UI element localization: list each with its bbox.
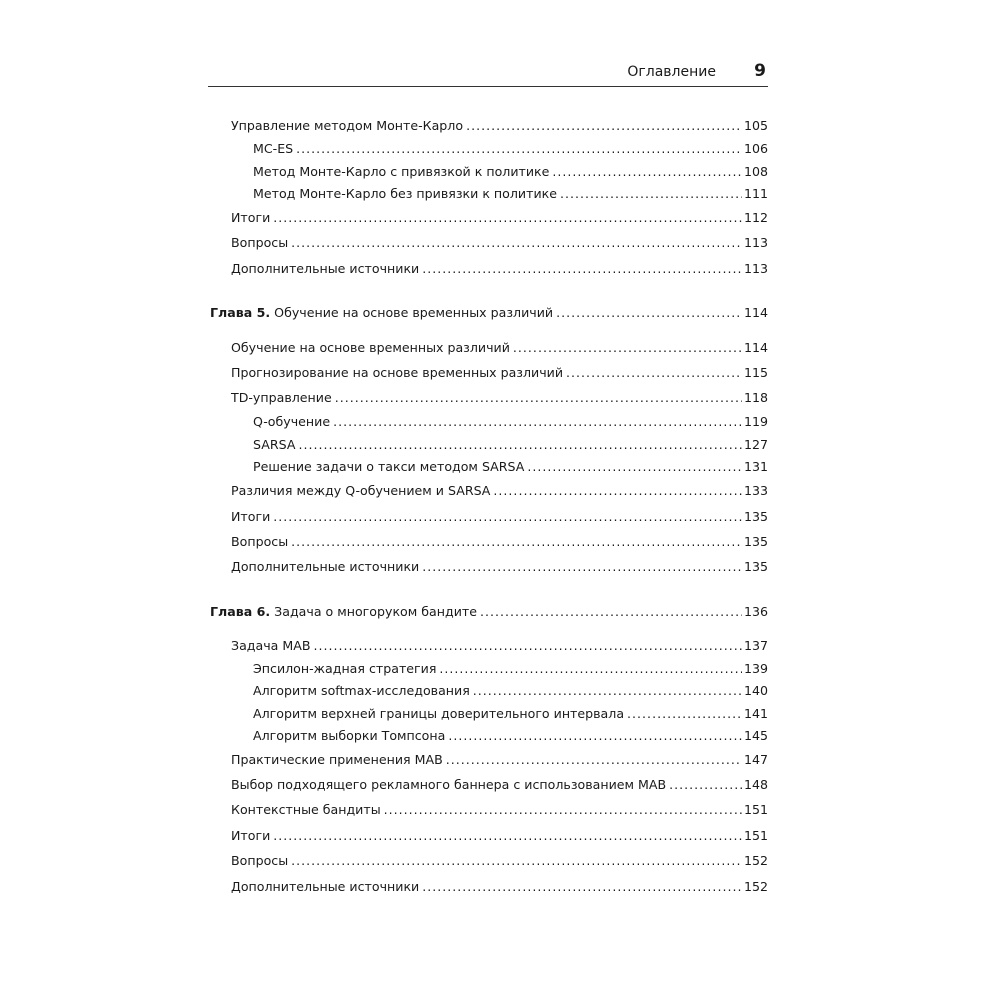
toc-page-number: 151 [743,802,768,817]
toc-entry [231,802,768,817]
toc-entry-title: Метод Монте-Карло без привязки к политике [253,186,557,201]
dot-leader [448,728,742,743]
toc-page-number: 139 [743,661,768,676]
toc-entry [231,483,768,498]
toc-entry-title: Вопросы [231,853,289,868]
dot-leader [446,752,742,767]
dot-leader [333,414,742,429]
toc-entry [231,777,768,792]
toc-page-number: 119 [743,414,768,429]
toc-entry-title: Вопросы [231,235,289,250]
toc-entry-title: Метод Монте-Карло с привязкой к политике [253,164,550,179]
toc-entry [231,853,768,868]
toc-entry [253,141,768,156]
dot-leader [560,186,742,201]
toc-entry [253,459,768,474]
dot-leader [273,210,742,225]
toc-entry-title: SARSA [253,437,296,452]
toc-entry [253,706,768,721]
toc-entry-title: Обучение на основе временных различий [231,340,510,355]
dot-leader [422,261,742,276]
toc-entry-title: Выбор подходящего рекламного баннера с использованием MAB [231,777,667,792]
dot-leader [473,683,742,698]
toc-chapter-entry [210,604,768,619]
dot-leader [627,706,742,721]
toc-page-number: 135 [743,534,768,549]
toc-page-number: 148 [743,777,768,792]
toc-entry-title: Различия между Q-обучением и SARSA [231,483,491,498]
dot-leader [466,118,742,133]
dot-leader [493,483,742,498]
toc-entry [231,534,768,549]
toc-page-number: 105 [743,118,768,133]
toc-entry [231,340,768,355]
toc-entry [231,210,768,225]
toc-page-number: 133 [743,483,768,498]
dot-leader [513,340,742,355]
toc-entry-title: Итоги [231,509,271,524]
toc-page-number: 140 [743,683,768,698]
dot-leader [422,559,742,574]
toc-entry [231,559,768,574]
toc-entry-title: Алгоритм softmax-исследования [253,683,470,698]
toc-entry [253,186,768,201]
toc-entry-title: Контекстные бандиты [231,802,381,817]
dot-leader [384,802,742,817]
toc-page-number: 147 [743,752,768,767]
toc-page-number: 118 [743,390,768,405]
toc-page-number: 112 [743,210,768,225]
toc-page-number: 113 [743,235,768,250]
toc-entry [231,638,768,653]
dot-leader [273,828,742,843]
chapter-label: Глава 5. [210,305,271,320]
dot-leader [298,437,742,452]
toc-page-number: 135 [743,509,768,524]
dot-leader [552,164,742,179]
dot-leader [566,365,742,380]
dot-leader [314,638,742,653]
toc-entry [253,164,768,179]
toc-page-number: 114 [743,340,768,355]
toc-page-number: 136 [743,604,768,619]
toc-page-number: 127 [743,437,768,452]
chapter-label: Глава 6. [210,604,271,619]
toc-entry-title: Алгоритм выборки Томпсона [253,728,446,743]
toc-entry [253,728,768,743]
toc-entry [231,235,768,250]
dot-leader [296,141,742,156]
toc-entry [231,752,768,767]
toc-entry-title: Глава 5. Обучение на основе временных различий [210,305,554,320]
toc-page-number: 145 [743,728,768,743]
toc-page-number: 111 [743,186,768,201]
dot-leader [422,879,742,894]
header-title: Оглавление [627,64,716,80]
toc-entry [231,879,768,894]
toc-page-number: 115 [743,365,768,380]
toc-entry [253,661,768,676]
toc-entry [231,118,768,133]
toc-entry-title: Практические применения MAB [231,752,443,767]
toc-entry-title: Алгоритм верхней границы доверительного интервала [253,706,625,721]
toc-entry [231,828,768,843]
header-page-number: 9 [754,61,766,81]
toc-page-number: 131 [743,459,768,474]
toc-entry-title: Вопросы [231,534,289,549]
toc-entry [231,390,768,405]
dot-leader [669,777,742,792]
toc-entry-title: Глава 6. Задача о многоруком бандите [210,604,477,619]
toc-entry-title: Решение задачи о такси методом SARSA [253,459,525,474]
toc-page-number: 152 [743,853,768,868]
toc-page-number: 113 [743,261,768,276]
toc-entry-title: Прогнозирование на основе временных различий [231,365,564,380]
toc-entry-title: TD-управление [231,390,332,405]
toc-entry-title: Управление методом Монте-Карло [231,118,464,133]
dot-leader [291,534,742,549]
toc-entry [231,261,768,276]
toc-page-number: 135 [743,559,768,574]
toc-page-number: 137 [743,638,768,653]
toc-entry-title: Эпсилон-жадная стратегия [253,661,437,676]
toc-page-number: 141 [743,706,768,721]
dot-leader [556,305,742,320]
toc-page-number: 114 [743,305,768,320]
toc-entry-title: Q-обучение [253,414,331,429]
toc-page-number: 151 [743,828,768,843]
toc-entry-title: Дополнительные источники [231,559,420,574]
toc-chapter-entry [210,305,768,320]
dot-leader [273,509,742,524]
toc-entry-title: Дополнительные источники [231,879,420,894]
toc-entry-title: Дополнительные источники [231,261,420,276]
dot-leader [291,853,742,868]
toc-page-number: 106 [743,141,768,156]
dot-leader [335,390,742,405]
toc-entry [253,683,768,698]
toc-entry [253,414,768,429]
dot-leader [439,661,742,676]
dot-leader [527,459,742,474]
toc-entry [231,365,768,380]
toc-entry-title: MC-ES [253,141,294,156]
toc-page-number: 108 [743,164,768,179]
toc-entry [253,437,768,452]
toc-entry-title: Итоги [231,210,271,225]
dot-leader [480,604,742,619]
toc-entry-title: Итоги [231,828,271,843]
toc-entry [231,509,768,524]
toc-entry-title: Задача MAB [231,638,311,653]
dot-leader [291,235,742,250]
toc-page-number: 152 [743,879,768,894]
